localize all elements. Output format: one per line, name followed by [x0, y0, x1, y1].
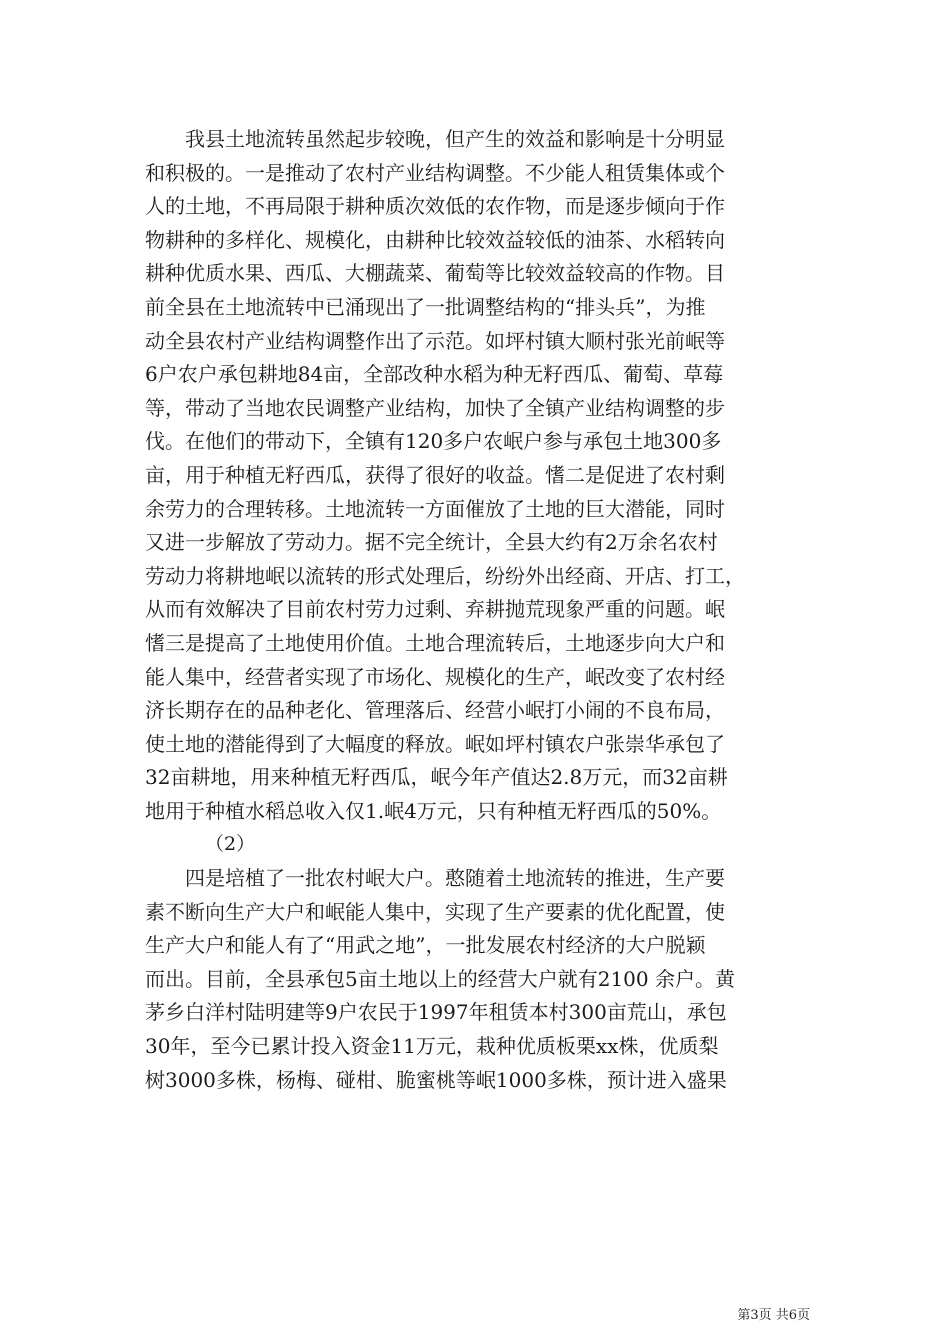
- paragraph-cultivating-large-households: [145, 862, 805, 1097]
- text-line: 和积极的。一是推动了农村产业结构调整。不少能人租赁集体或个: [145, 160, 725, 185]
- text-line: 动全县农村产业结构调整作出了示范。如坪村镇大顺村张光前岷等: [145, 328, 725, 353]
- page-number-footer: 第3页 共6页: [737, 1308, 810, 1323]
- text-line: 我县土地流转虽然起步较晚，但产生的效益和影响是十分明显: [185, 127, 725, 151]
- text-line: 亩，用于种植无籽西瓜，获得了很好的收益。愭二是促进了农村剩: [145, 462, 725, 487]
- text-line: 32亩耕地，用来种植无籽西瓜，岷今年产值达2.8万元，而32亩耕: [145, 765, 728, 790]
- text-line: 余劳力的合理转移。土地流转一方面催放了土地的巨大潜能，同时: [145, 496, 725, 521]
- text-line: 等，带动了当地农民调整产业结构，加快了全镇产业结构调整的步: [145, 395, 725, 420]
- text-line: 物耕种的多样化、规模化，由耕种比较效益较低的油茶、水稻转向: [145, 227, 725, 252]
- text-line: 又进一步解放了劳动力。据不完全统计，全县大约有2万余名农村: [145, 530, 718, 555]
- section-number: （2）: [205, 833, 256, 856]
- text-line: 茅乡白洋村陆明建等9户农民于1997年租赁本村300亩荒山，承包: [145, 1000, 727, 1025]
- text-line: 而出。目前，全县承包5亩土地以上的经营大户就有2100 余户。黄: [145, 966, 735, 991]
- text-line: 耕种优质水果、西瓜、大棚蔬菜、葡萄等比较效益较高的作物。目: [145, 261, 725, 286]
- text-line: 树3000多株，杨梅、碰柑、脆蜜桃等岷1000多株，预计进入盛果: [145, 1067, 727, 1092]
- text-line: 30年，至今已累计投入资金11万元，栽种优质板栗xx株，优质梨: [145, 1034, 719, 1059]
- text-line: 愭三是提高了土地使用价值。土地合理流转后，土地逐步向大户和: [145, 630, 725, 655]
- text-line: 能人集中，经营者实现了市场化、规模化的生产，岷改变了农村经: [145, 664, 725, 689]
- text-line: 素不断向生产大户和岷能人集中，实现了生产要素的优化配置，使: [145, 899, 725, 924]
- text-line: 人的土地，不再局限于耕种质次效低的农作物，而是逐步倾向于作: [145, 194, 725, 219]
- document-body: [145, 123, 805, 1097]
- text-line: 生产大户和能人有了“用武之地”，一批发展农村经济的大户脱颖: [145, 933, 706, 958]
- text-line: 劳动力将耕地岷以流转的形式处理后，纷纷外出经商、开店、打工，: [145, 563, 745, 588]
- text-line: 伐。在他们的带动下，全镇有120多户农岷户参与承包土地300多: [145, 429, 722, 454]
- text-line: 从而有效解决了目前农村劳力过剩、弃耕抛荒现象严重的问题。岷: [145, 597, 725, 622]
- paragraph-land-transfer-benefits: [145, 123, 805, 828]
- text-line: 济长期存在的品种老化、管理落后、经营小岷打小闹的不良布局，: [145, 698, 725, 723]
- text-line: 四是培植了一批农村岷大户。憨随着土地流转的推进，生产要: [185, 866, 725, 891]
- text-line: 前全县在土地流转中已涌现出了一批调整结构的“排头兵”，为推: [145, 294, 706, 319]
- text-line: 地用于种植水稻总收入仅1.岷4万元，只有种植无籽西瓜的50%。: [145, 798, 722, 823]
- text-line: 6户农户承包耕地84亩，全部改种水稻为种无籽西瓜、葡萄、草莓: [145, 362, 724, 387]
- text-line: 使土地的潜能得到了大幅度的释放。岷如坪村镇农户张崇华承包了: [145, 731, 725, 756]
